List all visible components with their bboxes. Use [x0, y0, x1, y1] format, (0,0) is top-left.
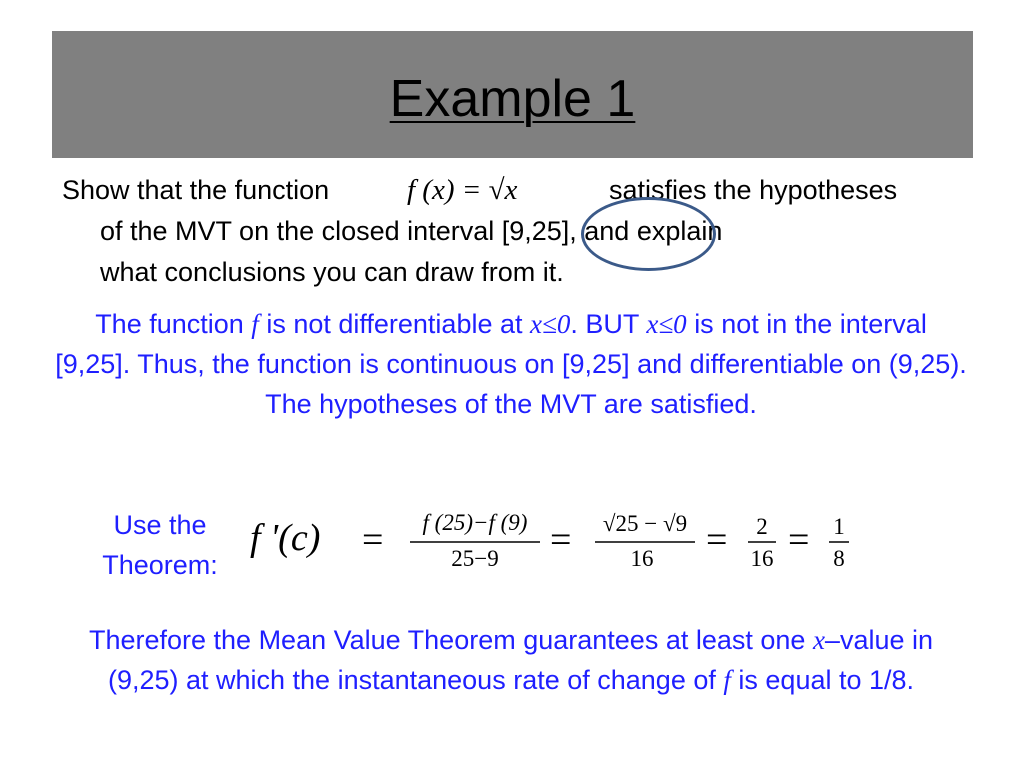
- explanation-cond1: x≤0: [530, 309, 571, 339]
- equals-sign-2: =: [550, 519, 572, 561]
- conclusion-part3: is equal to 1/8.: [738, 665, 915, 695]
- use-theorem-line2: Theorem:: [102, 550, 218, 580]
- frac4-denominator: 8: [833, 546, 845, 571]
- explanation-f: f: [251, 309, 259, 339]
- frac3-denominator: 16: [750, 546, 774, 571]
- use-theorem-label: [70, 505, 250, 585]
- equals-sign-3: =: [706, 519, 728, 561]
- intro-line1-after: satisfies the hypotheses: [609, 175, 898, 205]
- frac2-numerator: √25 − √9: [602, 511, 688, 536]
- mvt-equation: [250, 500, 870, 580]
- equals-sign-4: =: [788, 519, 810, 561]
- intro-line1-before: Show that the function: [62, 175, 330, 205]
- conclusion-x: x: [812, 625, 825, 655]
- conclusion-paragraph: [55, 620, 967, 700]
- explanation-part3: . BUT: [570, 309, 639, 339]
- frac1-numerator: f (25)−f (9): [422, 510, 528, 535]
- equals-sign-1: =: [362, 519, 384, 561]
- function-definition-math: f (x) = √x: [407, 174, 518, 206]
- frac2-denominator: 16: [630, 546, 654, 571]
- conclusion-part2: –value in (9,25) at which the instantaneous rate of change of: [107, 625, 934, 695]
- frac3-numerator: 2: [756, 514, 768, 539]
- intro-line2: of the MVT on the closed interval [9,25], and explain: [100, 216, 723, 246]
- explanation-part1: The function: [95, 309, 244, 339]
- frac4-numerator: 1: [833, 514, 845, 539]
- interval-highlight-circle: [581, 197, 716, 271]
- frac1-denominator: 25−9: [451, 546, 499, 571]
- explanation-part4: is not in the interval [9,25]. Thus, the function is continuous on [9,25] and differentiable on (9,25). The hypotheses of the MVT are satisfied.: [55, 309, 967, 419]
- slide-title: Example 1: [389, 70, 636, 128]
- conclusion-f: f: [723, 665, 731, 695]
- use-theorem-line1: Use the: [113, 510, 207, 540]
- explanation-cond2: x≤0: [646, 309, 687, 339]
- explanation-paragraph: [55, 304, 967, 424]
- title-bar: [52, 31, 973, 158]
- equation-lhs: f '(c): [250, 517, 321, 559]
- conclusion-part1: Therefore the Mean Value Theorem guarantees at least one: [88, 625, 806, 655]
- intro-line3: what conclusions you can draw from it.: [100, 257, 564, 287]
- explanation-part2: is not differentiable at: [266, 309, 523, 339]
- intro-paragraph: [62, 170, 972, 293]
